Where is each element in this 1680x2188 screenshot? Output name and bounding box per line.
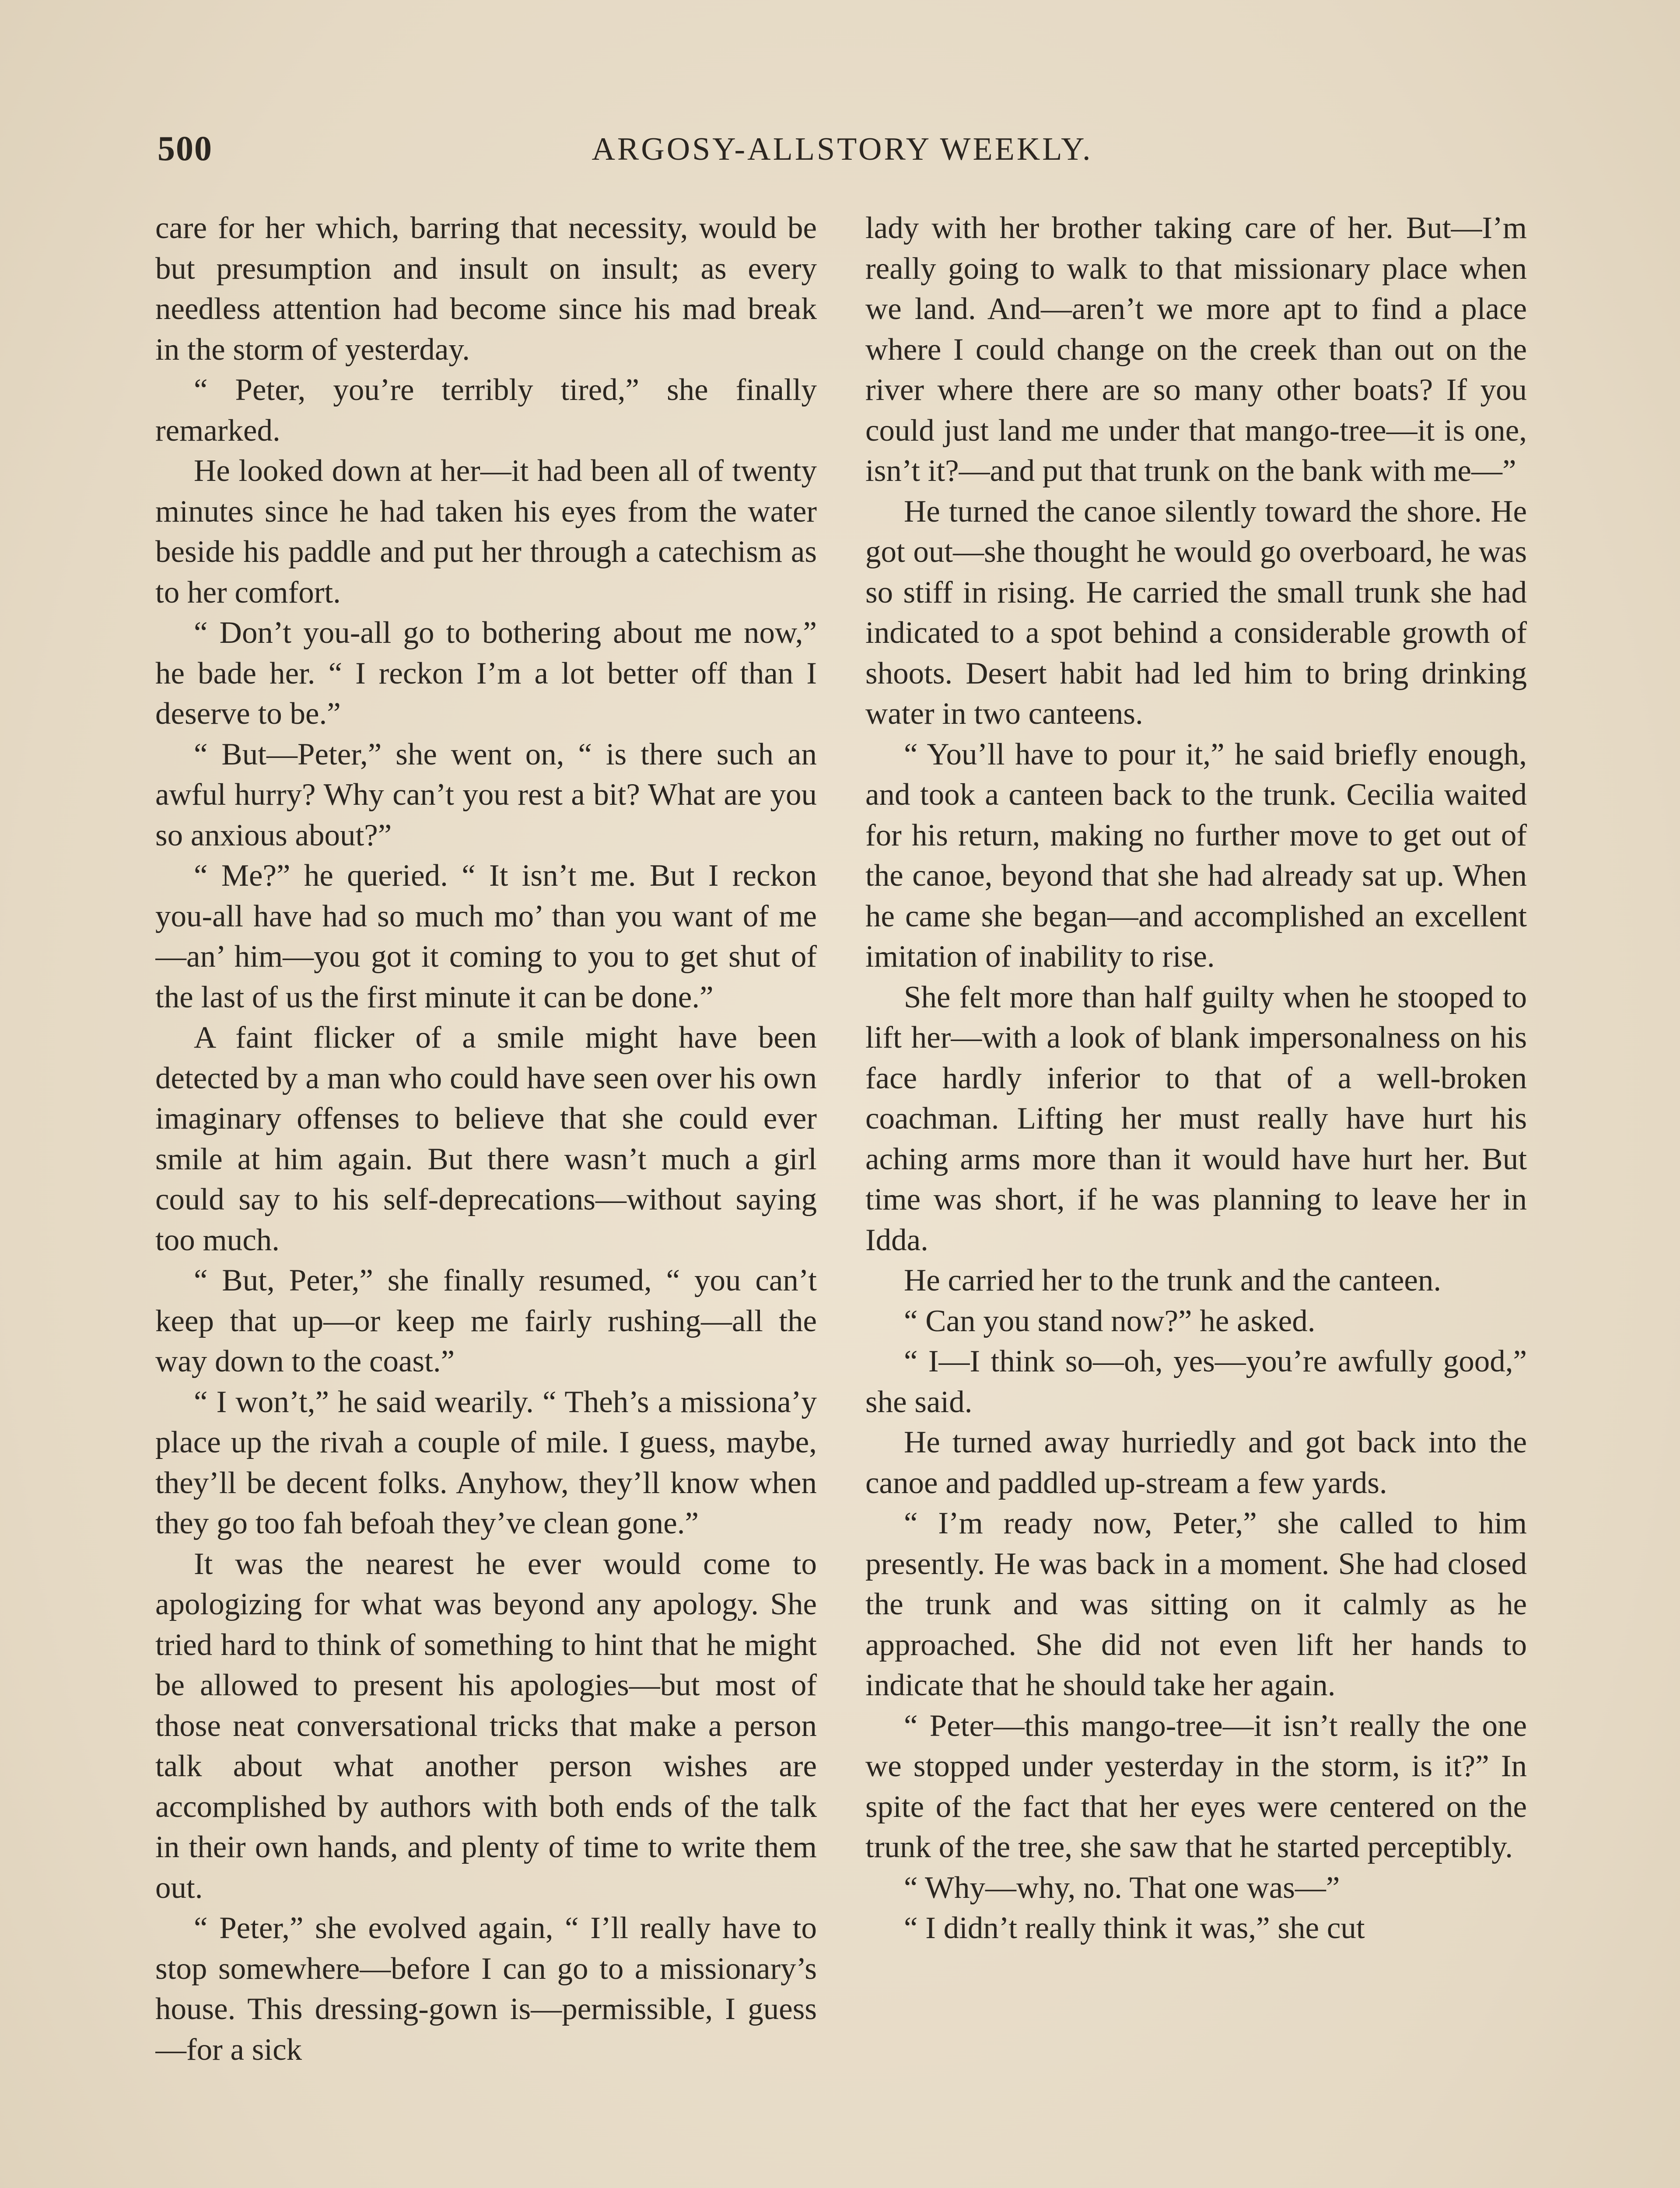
paragraph: It was the nearest he ever would come to apologizing for what was beyond any apology. She tried hard to think of something to hint that he might be allowed to present his apologies—but most of those neat conversational tricks that make a person talk about what another person wishes are accomplished by authors with both ends of the talk in their own hands, and plenty of time to write them out. [155, 1546, 817, 1905]
paragraph: care for her which, barring that necessity, would be but presumption and insult on insult; as every needless attention had become since his mad break in the storm of yesterday. [155, 211, 817, 367]
right-column [865, 208, 1527, 2188]
left-column [155, 208, 817, 2188]
paragraph: “ But, Peter,” she finally resumed, “ you can’t keep that up—or keep me fairly rushing—all the way down to the coast.” [155, 1263, 817, 1378]
paragraph: He turned away hurriedly and got back into the canoe and paddled up-stream a few yards. [865, 1425, 1527, 1500]
paragraph: lady with her brother taking care of her. But—I’m really going to walk to that missionary place when we land. And—aren’t we more apt to find a place where I could change on the creek than out on the river where there are so many other boats? If you could just land me under that mango-tree—it is one, isn’t it?—and put that trunk on the bank with me—” [865, 211, 1527, 488]
paragraph: “ Me?” he queried. “ It isn’t me. But I reckon you-all have had so much mo’ than you want of me—an’ him—you got it coming to you to get shut of the last of us the first minute it can be done.” [155, 859, 817, 1014]
paragraph: “ Can you stand now?” he asked. [904, 1304, 1316, 1338]
text-columns [155, 208, 1527, 2188]
paragraph: He turned the canoe silently toward the shore. He got out—she thought he would go overboard, he was so stiff in rising. He carried the small trunk she had indicated to a spot behind a considerable growth of shoots. Desert habit had led him to bring drinking water in two canteens. [865, 494, 1527, 731]
paragraph: A faint flicker of a smile might have been detected by a man who could have seen over his own imaginary offenses to believe that she could ever smile at him again. But there wasn’t much a girl could say to his self-deprecations—without saying too much. [155, 1020, 817, 1257]
paragraph: “ I—I think so—oh, yes—you’re awfully good,” she said. [865, 1344, 1527, 1419]
paragraph: “ But—Peter,” she went on, “ is there such an awful hurry? Why can’t you rest a bit? What are you so anxious about?” [155, 737, 817, 852]
paragraph: “ Why—why, no. That one was—” [904, 1870, 1340, 1905]
running-title: ARGOSY-ALLSTORY WEEKLY. [592, 131, 1093, 167]
paragraph: “ I’m ready now, Peter,” she called to him presently. He was back in a moment. She had closed the trunk and was sitting on it calmly as he approached. She did not even lift her hands to indicate that he should take her again. [865, 1506, 1527, 1702]
paragraph: “ Don’t you-all go to bothering about me now,” he bade her. “ I reckon I’m a lot better off than I deserve to be.” [155, 616, 817, 731]
paragraph: “ Peter, you’re terribly tired,” she finally remarked. [155, 373, 817, 448]
paragraph: He carried her to the trunk and the canteen. [904, 1263, 1442, 1297]
paragraph: “ Peter—this mango-tree—it isn’t really the one we stopped under yesterday in the storm, is it?” In spite of the fact that her eyes were centered on the trunk of the tree, she saw that he started perceptibly. [865, 1708, 1527, 1864]
paragraph: “ Peter,” she evolved again, “ I’ll really have to stop somewhere—before I can go to a missionary’s house. This dressing-gown is—permissible, I guess—for a sick [155, 1911, 817, 2067]
paragraph: “ I won’t,” he said wearily. “ Theh’s a missiona’y place up the rivah a couple of mile. I guess, maybe, they’ll be decent folks. Anyhow, they’ll know when they go too fah befoah they’ve clean gone.” [155, 1385, 817, 1540]
paragraph: “ You’ll have to pour it,” he said briefly enough, and took a canteen back to the trunk. Cecilia waited for his return, making no further move to get out of the canoe, beyond that she had already sat up. When he came she began—and accomplished an excellent imitation of inability to rise. [865, 737, 1527, 974]
paragraph: She felt more than half guilty when he stooped to lift her—with a look of blank impersonalness on his face hardly inferior to that of a well-broken coachman. Lifting her must really have hurt his aching arms more than it would have hurt her. But time was short, if he was planning to leave her in Idda. [865, 980, 1527, 1257]
page-header [158, 129, 1527, 177]
paragraph: He looked down at her—it had been all of twenty minutes since he had taken his eyes from the water beside his paddle and put her through a catechism as to her comfort. [155, 454, 817, 610]
page-number: 500 [158, 130, 213, 168]
paragraph: “ I didn’t really think it was,” she cut [904, 1911, 1365, 1945]
